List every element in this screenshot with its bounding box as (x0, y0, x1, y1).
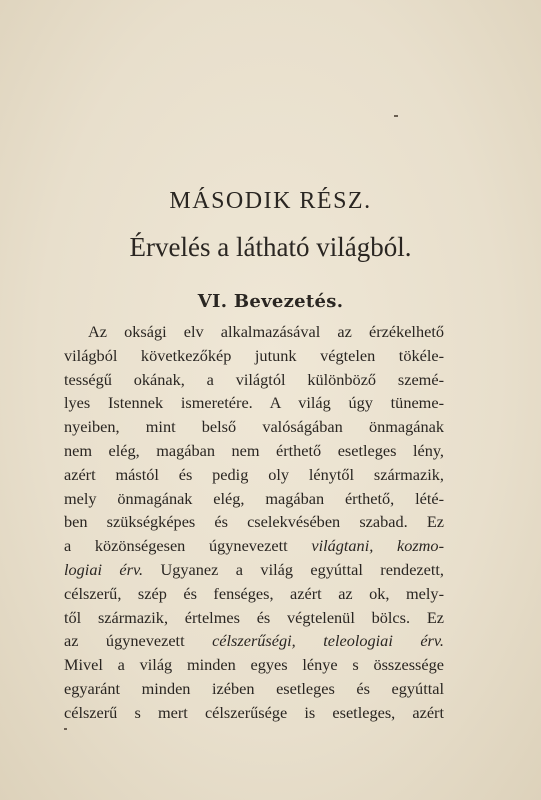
text-line (64, 677, 444, 701)
section-heading: VI. Bevezetés. (197, 291, 344, 312)
text-line (64, 487, 444, 511)
text-segment: mely önmagának elég, magában érthető, lété- (64, 488, 444, 508)
ink-speck (64, 728, 67, 730)
italic-term: logiai érv. (64, 559, 144, 579)
ink-speck (394, 115, 398, 117)
text-line (64, 368, 444, 392)
text-segment: célszerű s mert célszerűsége is esetleges, azért (64, 702, 444, 722)
body-paragraph (64, 320, 444, 725)
text-segment: nem elég, magában nem érthető esetleges lény, (64, 440, 444, 460)
text-line (64, 606, 444, 630)
text-segment: lyes Istennek ismeretére. A világ úgy tüneme- (64, 393, 444, 413)
part-title: MÁSODIK RÉSZ. (169, 188, 372, 214)
text-line (64, 439, 444, 463)
text-line (64, 320, 444, 344)
chapter-title: Érvelés a látható világból. (129, 232, 412, 262)
text-line (64, 534, 444, 558)
text-segment: azért mástól és pedig oly lénytől származik, (64, 464, 444, 484)
italic-term: teleologiai érv. (323, 631, 444, 651)
text-line (64, 463, 444, 487)
italic-term: célszerűségi, (212, 631, 296, 651)
text-segment: egyaránt minden izében esetleges és egyúttal (64, 678, 444, 698)
text-segment: Mivel a világ minden egyes lénye s összessége (64, 655, 444, 675)
text-segment (296, 631, 323, 650)
text-segment: Ugyanez a világ egyúttal rendezett, (143, 559, 444, 579)
text-line (64, 558, 444, 582)
text-line (64, 415, 444, 439)
text-segment: világból következőkép jutunk végtelen tökéle- (64, 345, 444, 365)
text-line (64, 344, 444, 368)
text-line (64, 653, 444, 677)
text-segment: az úgynevezett (64, 631, 213, 651)
text-segment: ben szükségképes és cselekvésében szabad. Ez (64, 512, 444, 532)
text-line (64, 391, 444, 415)
text-segment: célszerű, szép és fenséges, azért az ok, mely- (64, 583, 444, 603)
text-segment: Az oksági elv alkalmazásával az érzékelhető (88, 322, 444, 341)
text-line (64, 582, 444, 606)
text-line (64, 510, 444, 534)
text-segment: a közönségesen úgynevezett (64, 536, 312, 556)
text-segment: tességű okának, a világtól különböző szemé- (64, 369, 444, 389)
italic-term: világtani, kozmo- (311, 536, 444, 556)
text-line (64, 629, 444, 653)
text-segment: től származik, értelmes és végtelenül bölcs. Ez (64, 607, 444, 627)
text-segment: nyeiben, mint belső valóságában önmagának (64, 417, 444, 437)
text-line (64, 701, 444, 725)
